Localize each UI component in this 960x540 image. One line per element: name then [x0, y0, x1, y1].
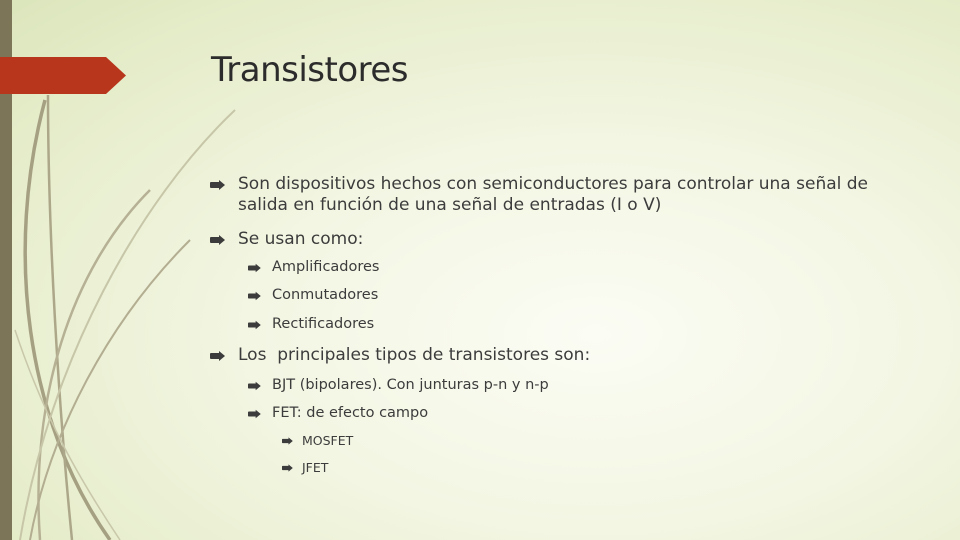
- list-item: [282, 459, 328, 476]
- arrow-bullet-icon: [282, 437, 294, 444]
- list-item: [248, 258, 380, 277]
- arrow-bullet-icon: [248, 264, 262, 273]
- title-accent-arrow: [0, 57, 126, 94]
- bullet-text: Se usan como:: [238, 229, 364, 249]
- bullet-text: Los principales tipos de transistores son:: [238, 345, 591, 365]
- list-item: [210, 345, 590, 366]
- arrow-bullet-icon: [248, 321, 262, 330]
- list-item: [248, 315, 374, 334]
- curve-2: [48, 95, 72, 540]
- list-item: [248, 404, 428, 423]
- curve-6: [15, 330, 120, 540]
- arrow-bullet-icon: [210, 180, 226, 190]
- arrow-bullet-icon: [282, 464, 294, 471]
- bullet-text: MOSFET: [302, 433, 354, 448]
- list-item: [248, 376, 549, 395]
- arrow-bullet-icon: [210, 235, 226, 245]
- slide-title: Transistores: [211, 50, 409, 90]
- bullet-text: Rectificadores: [272, 316, 375, 332]
- bullet-text: Amplificadores: [272, 259, 380, 275]
- list-item: [210, 174, 890, 216]
- arrow-bullet-icon: [248, 382, 262, 391]
- arrow-bullet-icon: [248, 292, 262, 301]
- arrow-bullet-icon: [210, 351, 226, 361]
- bullet-text: JFET: [302, 460, 329, 475]
- bullet-text: Son dispositivos hechos con semiconductores para controlar una señal de salida en función de una señal de entradas (I o V): [238, 174, 874, 215]
- list-item: [248, 286, 378, 305]
- list-item: [282, 432, 353, 449]
- curve-4: [20, 110, 235, 540]
- bullet-text: FET: de efecto campo: [272, 405, 429, 421]
- list-item: [210, 229, 363, 250]
- bullet-text: Conmutadores: [272, 287, 379, 303]
- arrow-bullet-icon: [248, 410, 262, 419]
- bullet-text: BJT (bipolares). Con junturas p-n y n-p: [272, 377, 549, 393]
